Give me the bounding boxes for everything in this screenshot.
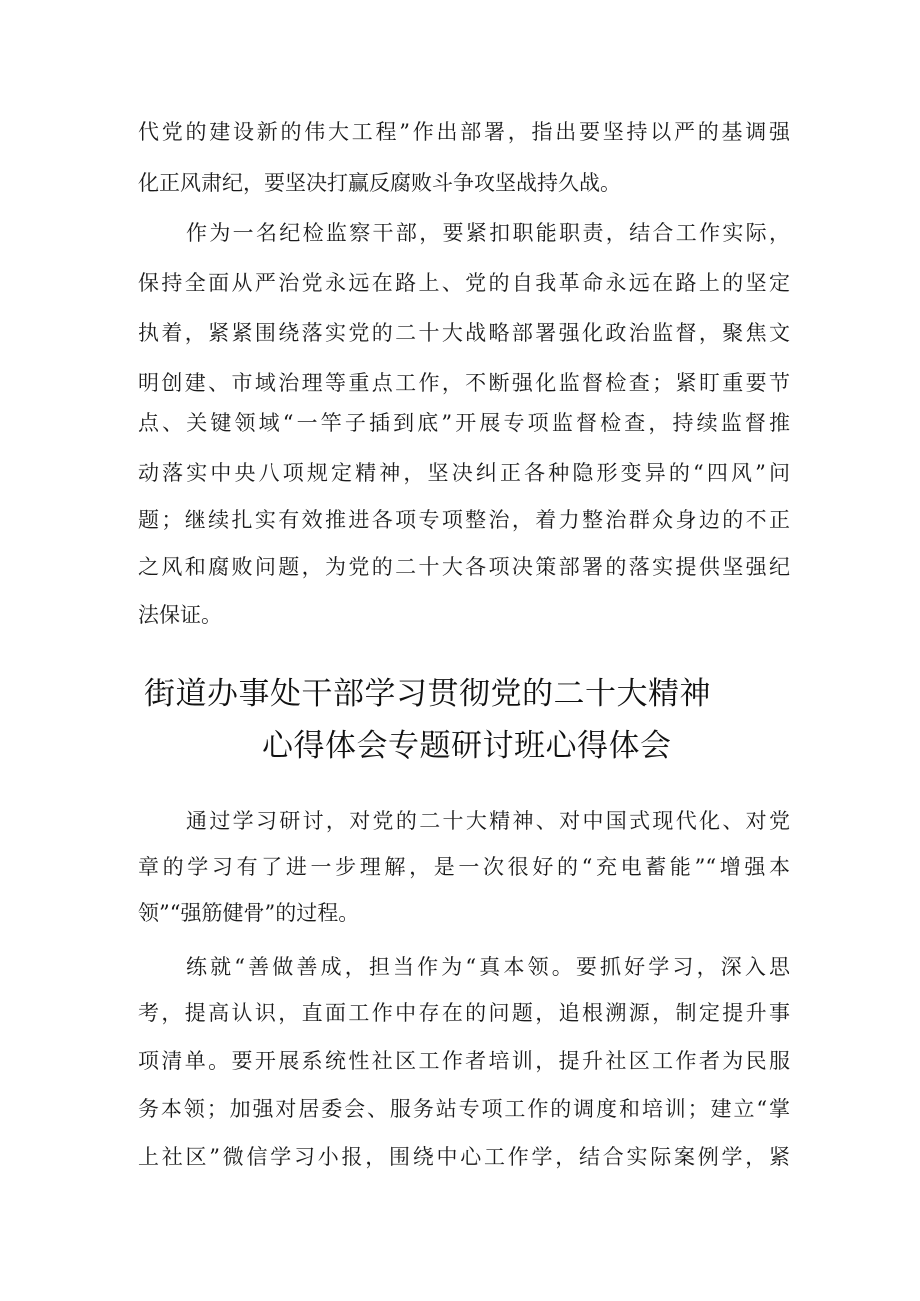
paragraph-line: 点、关键领域“一竿子插到底”开展专项监督检查，持续监督推: [138, 411, 790, 435]
paragraph-line: 保持全面从严治党永远在路上、党的自我革命永远在路上的坚定: [138, 271, 790, 295]
paragraph-line: 考，提高认识，直面工作中存在的问题，追根溯源，制定提升事: [138, 1001, 790, 1025]
paragraph-line: 执着，紧紧围绕落实党的二十大战略部署强化政治监督，聚焦文: [138, 321, 790, 345]
paragraph-line: 上社区”微信学习小报，围绕中心工作学，结合实际案例学，紧: [138, 1145, 790, 1169]
paragraph-line: 章的学习有了进一步理解，是一次很好的“充电蓄能”“增强本: [138, 855, 790, 879]
paragraph-line: 化正风肃纪，要坚决打赢反腐败斗争攻坚战持久战。: [138, 171, 621, 195]
document-title-line-2: 心得体会专题研讨班心得体会: [262, 728, 672, 764]
paragraph-line: 领”“强筋健骨”的过程。: [138, 901, 360, 925]
paragraph-line: 作为一名纪检监察干部，要紧扣职能职责，结合工作实际，: [186, 221, 790, 245]
paragraph-line: 代党的建设新的伟大工程”作出部署，指出要坚持以严的基调强: [138, 120, 790, 144]
paragraph-line: 题；继续扎实有效推进各项专项整治，着力整治群众身边的不正: [138, 508, 790, 532]
paragraph-line: 务本领；加强对居委会、服务站专项工作的调度和培训；建立“掌: [138, 1097, 790, 1121]
paragraph-line: 明创建、市域治理等重点工作，不断强化监督检查；紧盯重要节: [138, 371, 790, 395]
document-title-line-1: 街道办事处干部学习贯彻党的二十大精神: [144, 676, 711, 712]
paragraph-line: 法保证。: [138, 603, 222, 627]
paragraph-line: 练就“善做善成，担当作为“真本领。要抓好学习，深入思: [186, 955, 790, 979]
paragraph-line: 项清单。要开展系统性社区工作者培训，提升社区工作者为民服: [138, 1049, 790, 1073]
paragraph-line: 动落实中央八项规定精神，坚决纠正各种隐形变异的“四风”问: [138, 461, 790, 485]
paragraph-line: 之风和腐败问题，为党的二十大各项决策部署的落实提供坚强纪: [138, 555, 790, 579]
paragraph-line: 通过学习研讨，对党的二十大精神、对中国式现代化、对党: [186, 809, 790, 833]
